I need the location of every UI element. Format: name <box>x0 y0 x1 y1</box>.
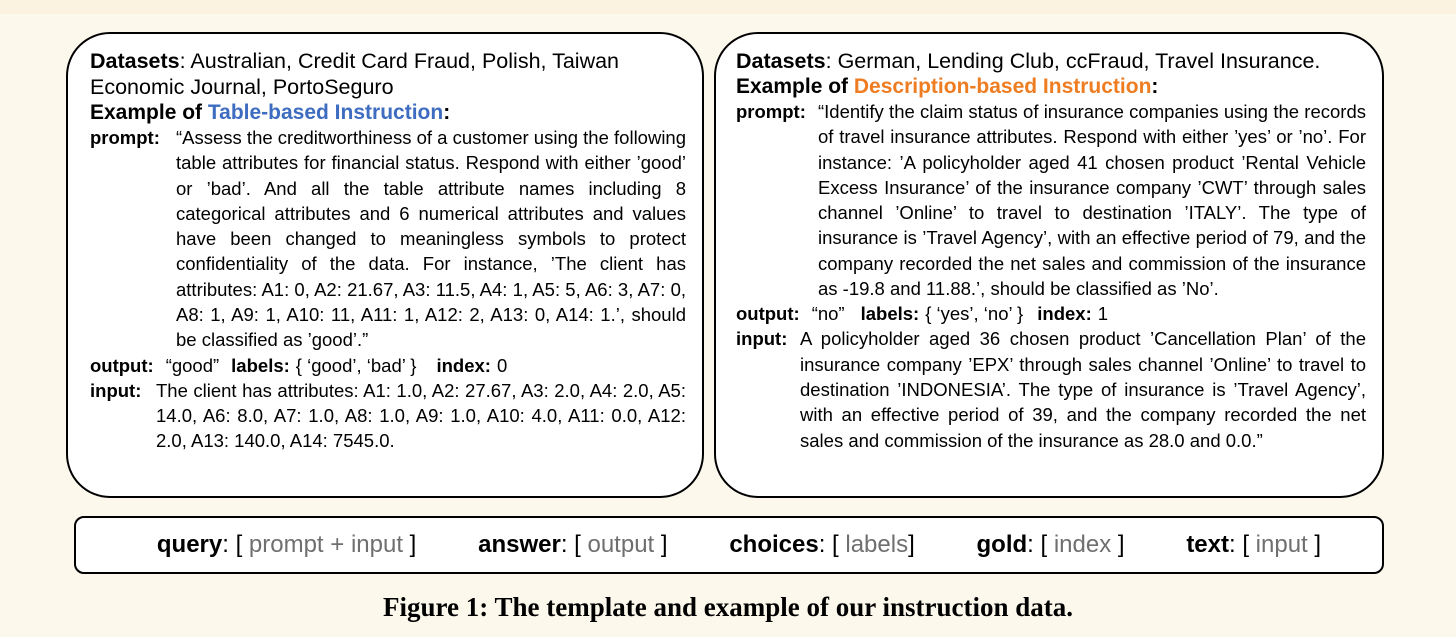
template-bar <box>74 516 1384 574</box>
prompt-text: “Assess the creditworthiness of a customer using the following table attributes for financial status. Respond with either ’good’ or ’bad’. And all the table attribute names including 8 categorical attributes and 6 numerical attributes and values have been changed to meaningless symbols to protect confidentiality of the data. For instance, ’The client has attributes: A1: 0, A2: 21.67, A3: 11.5, A4: 1, A5: 5, A6: 3, A7: 0, A8: 1, A9: 1, A10: 11, A11: 1, A12: 2, A13: 0, A14: 1.’, should be classified as ’good’.” <box>176 127 687 351</box>
gold-key: gold <box>976 531 1028 558</box>
output-key: output: <box>736 303 800 325</box>
example-title <box>736 74 1366 99</box>
index-key: index: <box>1037 303 1092 325</box>
choices-value: labels <box>845 531 909 558</box>
prompt-text: “Identify the claim status of insurance companies using the records of travel insurance attributes. Respond with either ’yes’ or ’no’. For instance: ’A policyholder aged 41 chosen product ’Rental Vehicle Excess Insurance’ of the insurance company ’CWT’ through sales channel ’Online’ to travel to destination ’ITALY’. The type of insurance is ’Travel Agency’, with an effective period of 79, and the company recorded the net sales and commission of the insurance as -19.8 and 11.88.’, should be classified as ’No’. <box>818 101 1366 300</box>
prompt-field <box>90 125 686 353</box>
input-field <box>736 326 1366 452</box>
example-title <box>90 100 686 125</box>
example-prefix: Example of <box>90 101 208 124</box>
prompt-field <box>736 99 1366 301</box>
prompt-key: prompt: <box>736 101 806 122</box>
datasets-label: Datasets <box>90 49 180 73</box>
labels-value: { ‘good’, ‘bad’ } <box>295 354 417 376</box>
description-based-example-panel <box>714 32 1384 498</box>
page-top-band <box>0 0 1456 14</box>
output-labels-index-line <box>736 301 1366 326</box>
answer-value: output <box>587 531 655 558</box>
labels-key: labels: <box>231 354 290 376</box>
datasets-line <box>736 48 1366 74</box>
labels-value: { ‘yes’, ‘no’ } <box>925 303 1024 325</box>
choices-key: choices <box>729 531 819 558</box>
choices-slot: choices: [ labels] <box>729 531 915 558</box>
index-value: 1 <box>1097 303 1109 325</box>
gold-slot: gold: [ index ] <box>976 531 1125 558</box>
gold-value: index <box>1053 531 1112 558</box>
example-prefix: Example of <box>736 75 854 98</box>
output-value: “no” <box>811 303 845 325</box>
query-slot: query: [ prompt + input ] <box>156 531 417 558</box>
datasets-list: : Australian, Credit Card Fraud, Polish, Taiwan Economic Journal, PortoSeguro <box>90 49 620 99</box>
instruction-type: Description-based Instruction <box>853 75 1152 98</box>
example-suffix: : <box>443 101 451 124</box>
datasets-list: : German, Lending Club, ccFraud, Travel Insurance. <box>825 49 1321 73</box>
query-key: query <box>156 531 223 558</box>
input-text: A policyholder aged 36 chosen product ’Cancellation Plan’ of the insurance company ’EPX’ through sales channel ’Online’ to travel to destination ’INDONESIA’. The type of insurance is ’Travel Agency’, with an effective period of 39, and the company recorded the net sales and commission of the insurance as 28.0 and 0.0.” <box>800 328 1366 451</box>
answer-key: answer <box>478 531 561 558</box>
output-labels-index-line <box>90 353 686 378</box>
figure-caption: Figure 1: The template and example of our instruction data. <box>383 592 1073 622</box>
input-text: The client has attributes: A1: 1.0, A2: 27.67, A3: 2.0, A4: 2.0, A5: 14.0, A6: 8.0, A7: 1.0, A8: 1.0, A9: 1.0, A10: 4.0, A11: 0.0, A12: 2.0, A13: 140.0, A14: 7545.0. <box>156 379 686 452</box>
answer-slot: answer: [ output ] <box>478 531 668 558</box>
datasets-line <box>90 48 686 100</box>
datasets-label: Datasets <box>736 49 826 73</box>
output-key: output: <box>90 354 154 376</box>
index-value: 0 <box>496 354 508 376</box>
input-field <box>90 378 686 454</box>
query-value: prompt + input <box>248 531 403 558</box>
labels-key: labels: <box>860 303 920 325</box>
index-key: index: <box>436 354 491 376</box>
instruction-type: Table-based Instruction <box>207 101 444 124</box>
text-value: input <box>1255 531 1308 558</box>
input-key: input: <box>90 379 142 401</box>
text-key: text <box>1186 531 1229 558</box>
input-key: input: <box>736 328 788 350</box>
example-suffix: : <box>1151 75 1159 98</box>
text-slot: text: [ input ] <box>1186 531 1322 558</box>
prompt-key: prompt: <box>90 127 160 148</box>
output-value: “good” <box>165 354 220 376</box>
table-based-example-panel <box>66 32 704 498</box>
